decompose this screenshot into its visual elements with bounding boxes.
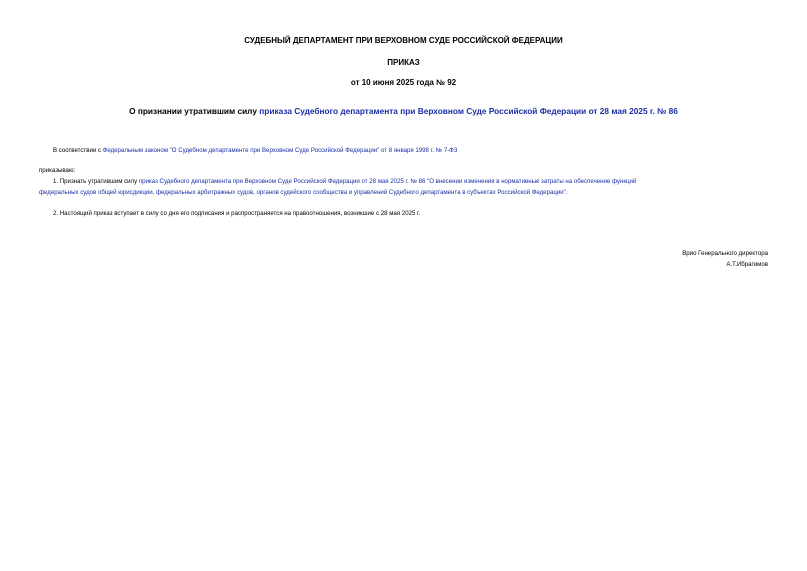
item-1-prefix: 1. Признать утратившим силу [53,178,139,185]
document-date-number: от 10 июня 2025 года № 92 [350,78,457,87]
item-1-line-1 [39,176,768,187]
signatory-name: А.Т.Ибрагимов [726,261,768,268]
signatory-position: Врио Генерального директора [682,250,768,257]
federal-law-link[interactable]: Федеральным законом "О Судебном департаменте при Верховном Суде Российской Федерации" от 8 января 1998 г. № 7-ФЗ [102,147,458,154]
orders-word: приказываю: [39,167,76,174]
preamble-prefix: В соответствии с [53,147,103,154]
title-link[interactable]: приказа Судебного департамента при Верховном Суде Российской Федерации от 28 мая 2025 г. № 86 [259,106,678,116]
signature-block [682,248,768,270]
revoked-order-link[interactable]: приказ Судебного департамента при Верховном Суде Российской Федерации от 28 мая 2025 г. № 86 "О внесении изменения в нормативные затраты на обеспечение функций [138,178,637,185]
item-2-paragraph: 2. Настоящий приказ вступает в силу со дня его подписания и распространяется на правоотношения, возникшие с 28 мая 2025 г. [53,210,421,217]
document-type: ПРИКАЗ [387,58,420,67]
revoked-order-link-continued[interactable]: федеральных судов общей юрисдикции, федеральных арбитражных судов, органов судейского сообщества и управлений Судебного департамента в субъектах Российской Федерации" [39,189,566,196]
item-1-suffix: . [565,189,568,196]
department-heading: СУДЕБНЫЙ ДЕПАРТАМЕНТ ПРИ ВЕРХОВНОМ СУДЕ РОССИЙСКОЙ ФЕДЕРАЦИИ [244,36,563,45]
preamble-paragraph [53,145,457,156]
document-title [0,106,807,116]
item-1-paragraph [39,176,768,198]
title-prefix: О признании утратившим силу [129,106,260,116]
